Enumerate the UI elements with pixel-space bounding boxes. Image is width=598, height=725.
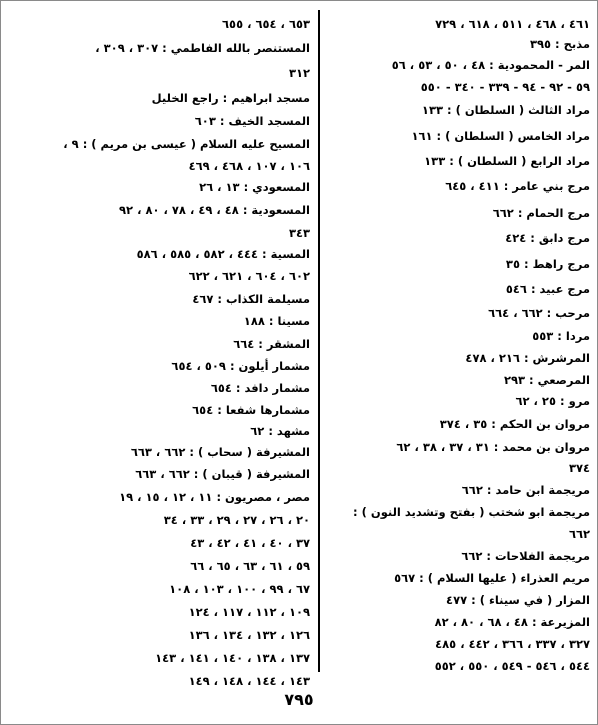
left-column-entry: مشهد : ٦٢ bbox=[250, 424, 310, 438]
right-column-entry: مرج عبيد : ٥٤٦ bbox=[505, 282, 590, 296]
left-column-entry: المسجد الخيف : ٦٠٣ bbox=[194, 114, 310, 128]
right-column-entry: المر - المحمودية : ٤٨ ، ٥٠ ، ٥٣ ، ٥٦ bbox=[391, 58, 590, 72]
right-column-entry: ٥٩ - ٩٢ - ٩٤ - ٣٣٩ - ٣٤٠ - ٥٥٠ bbox=[420, 80, 590, 94]
right-column-entry: ٣٧٤ bbox=[568, 461, 590, 475]
left-column-entry: المسية : ٤٤٤ ، ٥٨٢ ، ٥٨٥ ، ٥٨٦ bbox=[136, 247, 310, 261]
left-column-entry: ٦٥٣ ، ٦٥٤ ، ٦٥٥ bbox=[222, 17, 310, 31]
left-column-entry: ٦٠٢ ، ٦٠٤ ، ٦٢١ ، ٦٢٢ bbox=[188, 269, 310, 283]
left-column-entry: ٦٧ ، ٩٩ ، ١٠٠ ، ١٠٣ ، ١٠٨ bbox=[169, 582, 310, 596]
right-column-entry: مرج راهط : ٣٥ bbox=[505, 257, 590, 271]
column-divider bbox=[318, 10, 320, 672]
left-column-entry: ١٠٦ ، ١٠٧ ، ٤٦٨ ، ٤٦٩ bbox=[188, 159, 310, 173]
right-column-entry: مرحب : ٦٦٢ ، ٦٦٤ bbox=[488, 306, 590, 320]
left-column-entry: ٣١٢ bbox=[288, 66, 310, 80]
left-column-entry: مصر ، مصريون : ١١ ، ١٢ ، ١٥ ، ١٩ bbox=[119, 490, 310, 504]
right-column-entry: مرج الحمام : ٦٦٢ bbox=[492, 206, 590, 220]
right-column-entry: مريم العذراء ( عليها السلام ) : ٥٦٧ bbox=[394, 571, 590, 585]
left-column-entry: مسينا : ١٨٨ bbox=[243, 314, 310, 328]
left-column-entry: مشمارها شفعا : ٦٥٤ bbox=[192, 403, 310, 417]
page-number: ٧٩٥ bbox=[284, 690, 314, 709]
right-column-entry: مردا : ٥٥٣ bbox=[532, 329, 590, 343]
right-column-entry: مرج بني عامر : ٤١١ ، ٦٤٥ bbox=[445, 179, 590, 193]
left-column-entry: المستنصر بالله الفاطمي : ٣٠٧ ، ٣٠٩ ، bbox=[95, 41, 310, 55]
left-column-entry: المسعودي : ١٣ ، ٢٦ bbox=[199, 180, 310, 194]
right-column-entry: مراد الخامس ( السلطان ) : ١٦١ bbox=[411, 129, 590, 143]
left-column-entry: ٣٤٣ bbox=[288, 226, 310, 240]
left-column-entry: المسعودية : ٤٨ ، ٤٩ ، ٧٨ ، ٨٠ ، ٩٢ bbox=[119, 203, 310, 217]
left-column-entry: ١٣٧ ، ١٣٨ ، ١٤٠ ، ١٤١ ، ١٤٣ bbox=[155, 651, 310, 665]
right-column-entry: المرصعي : ٢٩٣ bbox=[503, 373, 590, 387]
left-column-entry: ١٤٣ ، ١٤٤ ، ١٤٨ ، ١٤٩ bbox=[188, 674, 310, 688]
left-column-entry: المشقر : ٦٦٤ bbox=[233, 337, 310, 351]
left-column-entry: المشيرفة ( سحاب ) : ٦٦٢ ، ٦٦٣ bbox=[130, 445, 310, 459]
left-column-entry: مشمار دافد : ٦٥٤ bbox=[210, 381, 310, 395]
right-column-entry: مذبح : ٣٩٥ bbox=[529, 37, 590, 51]
right-column-entry: المزار ( في سيناء ) : ٤٧٧ bbox=[446, 593, 590, 607]
right-column-entry: ٤٦١ ، ٤٦٨ ، ٥١١ ، ٦١٨ ، ٧٢٩ bbox=[435, 17, 590, 31]
right-column-entry: ٥٤٤ ، ٥٤٦ - ٥٤٩ ، ٥٥٠ ، ٥٥٢ bbox=[434, 659, 590, 673]
left-column-entry: ٥٩ ، ٦١ ، ٦٣ ، ٦٥ ، ٦٦ bbox=[190, 559, 310, 573]
right-column-entry: مروان بن الحكم : ٣٥ ، ٣٧٤ bbox=[439, 417, 590, 431]
left-column-entry: ١٢٦ ، ١٣٢ ، ١٣٤ ، ١٣٦ bbox=[188, 628, 310, 642]
right-column-entry: مرو : ٢٥ ، ٦٢ bbox=[515, 394, 590, 408]
right-column-entry: المرشرش : ٢١٦ ، ٤٧٨ bbox=[465, 351, 590, 365]
left-column-entry: ٢٠ ، ٢٦ ، ٢٧ ، ٢٩ ، ٣٣ ، ٣٤ bbox=[163, 513, 310, 527]
left-column-entry: مشمار أيلون : ٥٠٩ ، ٦٥٤ bbox=[171, 359, 310, 373]
right-column-entry: ٦٦٢ bbox=[568, 527, 590, 541]
left-column-entry: مسجد ابراهيم : راجع الخليل bbox=[151, 91, 310, 105]
right-column-entry: المزيرعة : ٤٨ ، ٦٨ ، ٨٠ ، ٨٢ bbox=[434, 615, 590, 629]
right-column-entry: مراد الرابع ( السلطان ) : ١٣٣ bbox=[424, 154, 590, 168]
right-column-entry: مروان بن محمد : ٣١ ، ٣٧ ، ٣٨ ، ٦٢ bbox=[396, 440, 590, 454]
right-column-entry: ٣٢٧ ، ٣٣٧ ، ٣٦٦ ، ٤٤٢ ، ٤٨٥ bbox=[435, 637, 590, 651]
right-column-entry: مريجمة ابو شختب ( بفتح وتشديد النون ) : bbox=[353, 505, 590, 519]
left-column-entry: ٣٧ ، ٤٠ ، ٤١ ، ٤٢ ، ٤٣ bbox=[190, 536, 310, 550]
left-column-entry: ١٠٩ ، ١١٢ ، ١١٧ ، ١٢٤ bbox=[188, 605, 310, 619]
left-column-entry: المسيح عليه السلام ( عيسى بن مريم ) : ٩ ، bbox=[63, 137, 310, 151]
right-column-entry: مرج دابق : ٤٢٤ bbox=[505, 231, 590, 245]
right-column-entry: مريجمة ابن حامد : ٦٦٢ bbox=[461, 483, 590, 497]
right-column-entry: مراد الثالث ( السلطان ) : ١٣٣ bbox=[421, 103, 590, 117]
left-column-entry: المشيرفة ( قيبان ) : ٦٦٢ ، ٦٦٣ bbox=[135, 467, 310, 481]
left-column-entry: مسيلمة الكذاب : ٤٦٧ bbox=[192, 292, 310, 306]
right-column-entry: مريجمة الفلاحات : ٦٦٢ bbox=[461, 549, 590, 563]
